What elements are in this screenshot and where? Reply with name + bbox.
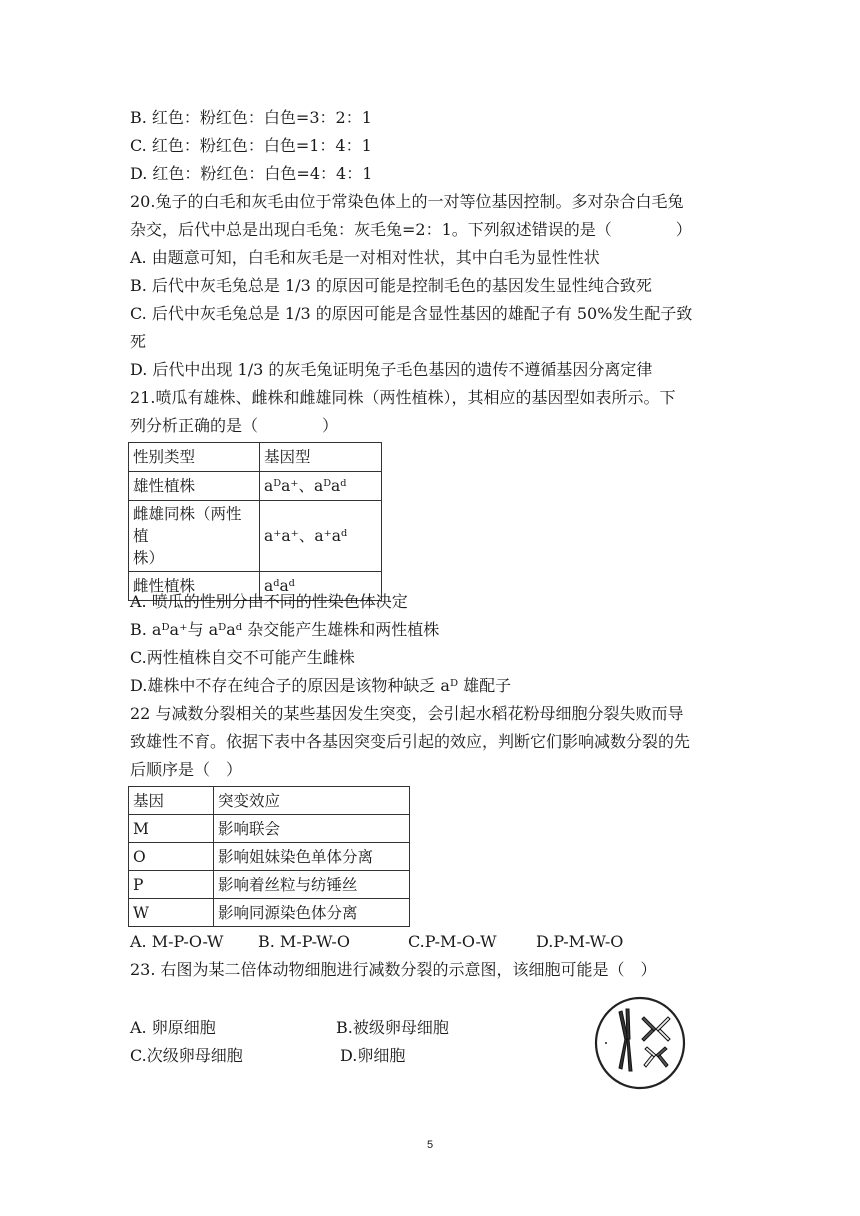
q21-option-d: D.雄株中不存在纯合子的原因是该物种缺乏 aᴰ 雄配子: [130, 676, 512, 695]
q21-genotype-table: [128, 442, 382, 601]
q20-option-a: A. 由题意可知，白毛和灰毛是一对相对性状，其中白毛为显性性状: [130, 248, 600, 267]
cell-membrane: [596, 998, 684, 1088]
q21-cell-genotype: aᵈaᵈ: [260, 572, 382, 601]
q21-cell-type: 雄性植株: [129, 472, 260, 501]
q21-option-a: A. 喷瓜的性别分由不同的性染色体决定: [130, 592, 408, 611]
q22-option-a: A. M-P-O-W: [130, 932, 224, 951]
dark-chromosome: [619, 1009, 632, 1071]
q21-stem-line2: 列分析正确的是（ ）: [130, 416, 339, 435]
q22-gene-table: [128, 786, 410, 927]
q22-stem-line3: 后顺序是（ ）: [130, 760, 243, 779]
q20-option-b: B. 后代中灰毛兔总是 1/3 的原因可能是控制毛色的基因发生显性纯合致死: [130, 276, 652, 295]
q20-stem-line1: 20.兔子的白毛和灰毛由位于常染色体上的一对等位基因控制。多对杂合白毛兔: [130, 192, 684, 211]
table-row: [129, 871, 410, 899]
q21-cell-type-line1: 雌雄同株（两性植: [133, 505, 242, 545]
table-row: [129, 501, 382, 572]
q22-cell-gene: W: [129, 899, 214, 927]
q21-stem-line1: 21.喷瓜有雄株、雌株和雌雄同株（两性植株），其相应的基因型如表所示。下: [130, 388, 676, 407]
q21-cell-type: 雌性植株: [129, 572, 260, 601]
q21-cell-type-line2: 株）: [133, 549, 165, 567]
gray-chromosome: [642, 1017, 670, 1041]
q22-cell-effect: 影响姐妹染色单体分离: [214, 843, 410, 871]
q20-option-d: D. 后代中出现 1/3 的灰毛兔证明兔子毛色基因的遗传不遵循基因分离定律: [130, 360, 653, 379]
q19-option-c: C. 红色：粉红色：白色=1：4：1: [130, 136, 372, 155]
q20-option-c-line1: C. 后代中灰毛兔总是 1/3 的原因可能是含显性基因的雄配子有 50%发生配子致: [130, 304, 693, 323]
q22-option-b: B. M-P-W-O: [258, 932, 350, 951]
q23-option-b: B.被级卵母细胞: [336, 1018, 449, 1037]
q22-cell-effect: 影响着丝粒与纺锤丝: [214, 871, 410, 899]
q21-option-b: B. aᴰa⁺与 aᴰaᵈ 杂交能产生雄株和两性植株: [130, 620, 440, 639]
table-row: [129, 815, 410, 843]
q19-option-b: B. 红色：粉红色：白色=3：2：1: [130, 108, 372, 127]
q22-cell-effect: 影响联会: [214, 815, 410, 843]
q22-cell-gene: O: [129, 843, 214, 871]
q22-cell-effect: 影响同源染色体分离: [214, 899, 410, 927]
q23-stem: 23. 右图为某二倍体动物细胞进行减数分裂的示意图，该细胞可能是（ ）: [130, 960, 657, 979]
q23-option-a: A. 卵原细胞: [130, 1018, 216, 1037]
q23-option-d: D.卵细胞: [340, 1046, 406, 1065]
q22-stem-line2: 致雄性不育。依据下表中各基因突变后引起的效应，判断它们影响减数分裂的先: [130, 732, 691, 751]
q22-option-d: D.P-M-W-O: [536, 932, 624, 951]
q20-option-c-line2: 死: [130, 332, 147, 351]
q22-cell-gene: P: [129, 871, 214, 899]
meiosis-cell-diagram: [592, 995, 688, 1091]
q21-cell-genotype: a⁺a⁺、a⁺aᵈ: [260, 501, 382, 572]
q21-cell-type: [129, 501, 260, 572]
q21-header-genotype: 基因型: [260, 443, 382, 472]
cell-dot: [605, 1042, 607, 1044]
q20-stem-line2: 杂交，后代中总是出现白毛兔：灰毛兔=2：1。下列叙述错误的是（ ）: [130, 220, 692, 239]
table-row: [129, 843, 410, 871]
q22-option-c: C.P-M-O-W: [408, 932, 497, 951]
q21-cell-genotype: aᴰa⁺、aᴰaᵈ: [260, 472, 382, 501]
q22-cell-gene: M: [129, 815, 214, 843]
q22-stem-line1: 22 与减数分裂相关的某些基因发生突变，会引起水稻花粉母细胞分裂失败而导: [130, 704, 684, 723]
page-number: 5: [426, 1139, 434, 1151]
q21-header-sex-type: 性别类型: [129, 443, 260, 472]
q22-header-effect: 突变效应: [214, 787, 410, 815]
q21-option-c: C.两性植株自交不可能产生雌株: [130, 648, 355, 667]
q19-option-d: D. 红色：粉红色：白色=4：4：1: [130, 164, 373, 183]
q22-header-gene: 基因: [129, 787, 214, 815]
table-row: [129, 472, 382, 501]
table-row: [129, 899, 410, 927]
table-row: [129, 443, 382, 472]
light-chromosome: [644, 1047, 668, 1067]
q23-option-c: C.次级卵母细胞: [130, 1046, 243, 1065]
table-row: [129, 787, 410, 815]
